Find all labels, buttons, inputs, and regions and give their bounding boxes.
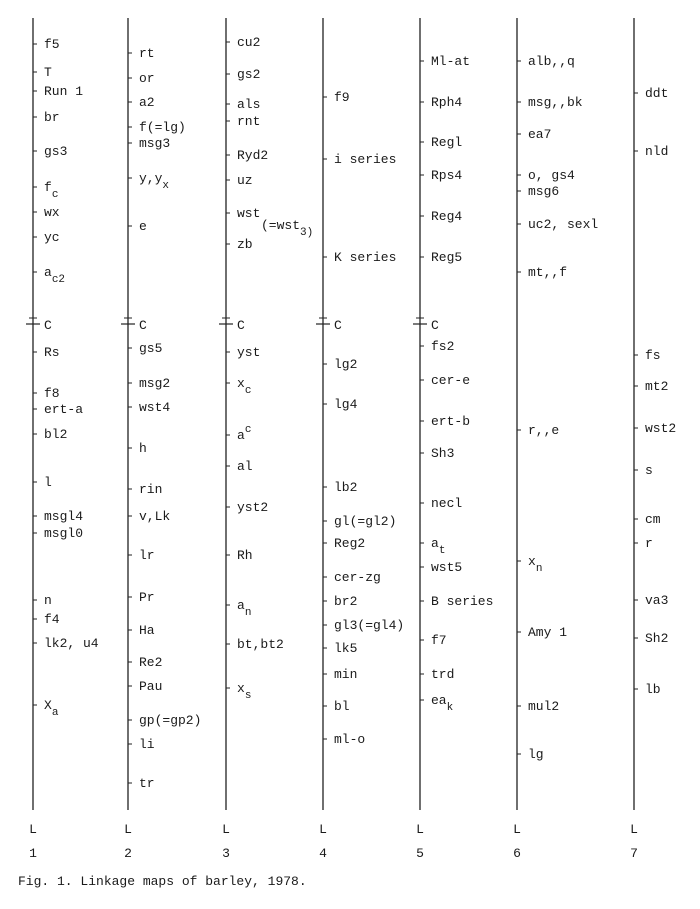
locus-label: l bbox=[44, 475, 52, 490]
locus-label: $x_c$ bbox=[237, 376, 252, 397]
locus-label: mt,,f bbox=[528, 265, 568, 280]
locus-label: lg2 bbox=[334, 357, 358, 372]
locus-label: Re2 bbox=[139, 655, 163, 670]
locus-label: als bbox=[237, 97, 261, 112]
locus-label: f7 bbox=[431, 633, 447, 648]
chromosome-end-label: L bbox=[29, 822, 37, 837]
locus-label: $a_t$ bbox=[431, 536, 446, 557]
locus-label: Ryd2 bbox=[237, 148, 269, 163]
locus-label: Sh3 bbox=[431, 446, 455, 461]
locus-label: msgl4 bbox=[44, 509, 84, 524]
chromosome-end-label: L bbox=[630, 822, 638, 837]
locus-label: $x_n$ bbox=[528, 554, 543, 575]
centromere-label: C bbox=[237, 318, 245, 333]
locus-superscript: c bbox=[244, 424, 252, 436]
locus-label: Reg5 bbox=[431, 250, 463, 265]
chromosome-4 bbox=[316, 18, 404, 861]
locus-label: Regl bbox=[431, 135, 463, 150]
locus-label: gs5 bbox=[139, 341, 163, 356]
locus-label: zb bbox=[237, 237, 253, 252]
chromosome-3 bbox=[219, 18, 313, 861]
locus-label: mt2 bbox=[645, 379, 669, 394]
locus-label: lg4 bbox=[334, 397, 358, 412]
locus-label: gs2 bbox=[237, 67, 261, 82]
locus-label: trd bbox=[431, 667, 455, 682]
locus-label: wst bbox=[237, 206, 261, 221]
locus-label: gs3 bbox=[44, 144, 68, 159]
locus-label: Pr bbox=[139, 590, 155, 605]
locus-label: $x_s$ bbox=[237, 681, 252, 702]
chromosome-number: 5 bbox=[416, 846, 424, 861]
locus-subscript: c2 bbox=[51, 274, 66, 286]
locus-label: wst4 bbox=[139, 400, 171, 415]
locus-label: Reg4 bbox=[431, 209, 463, 224]
chromosome-7 bbox=[630, 18, 676, 861]
locus-label: gp(=gp2) bbox=[139, 713, 202, 728]
locus-label: or bbox=[139, 71, 155, 86]
chromosome-5 bbox=[413, 18, 493, 861]
locus-label: a2 bbox=[139, 95, 155, 110]
locus-label: f8 bbox=[44, 386, 60, 401]
locus-label: msgl0 bbox=[44, 526, 84, 541]
chromosome-number: 7 bbox=[630, 846, 638, 861]
locus-label: msg3 bbox=[139, 136, 171, 151]
locus-label: necl bbox=[431, 496, 463, 511]
chromosome-end-label: L bbox=[124, 822, 132, 837]
chromosome-number: 3 bbox=[222, 846, 230, 861]
locus-label: msg6 bbox=[528, 184, 560, 199]
locus-label: f(=lg) bbox=[139, 120, 186, 135]
locus-label: Rph4 bbox=[431, 95, 463, 110]
locus-label: br2 bbox=[334, 594, 358, 609]
locus-label: f4 bbox=[44, 612, 60, 627]
chromosome-end-label: L bbox=[319, 822, 327, 837]
locus-label: bt,bt2 bbox=[237, 637, 284, 652]
locus-label: wst2 bbox=[645, 421, 677, 436]
locus-label: mul2 bbox=[528, 699, 560, 714]
locus-label: uz bbox=[237, 173, 253, 188]
locus-subscript: s bbox=[244, 690, 252, 702]
locus-label: v,Lk bbox=[139, 509, 171, 524]
locus-label: Ha bbox=[139, 623, 155, 638]
locus-subscript: a bbox=[51, 707, 59, 719]
locus-label: $f_c$ bbox=[44, 180, 59, 201]
locus-label: cu2 bbox=[237, 35, 261, 50]
locus-label: rin bbox=[139, 482, 163, 497]
locus-label: o, gs4 bbox=[528, 168, 575, 183]
locus-label: $a_{c2}$ bbox=[44, 265, 66, 286]
centromere-label: C bbox=[334, 318, 342, 333]
locus-label: lk2, u4 bbox=[44, 636, 99, 651]
locus-label: cer-e bbox=[431, 373, 471, 388]
locus-label: ert-b bbox=[431, 414, 471, 429]
locus-label: fs bbox=[645, 348, 661, 363]
locus-label: tr bbox=[139, 776, 155, 791]
locus-label: B series bbox=[431, 594, 494, 609]
centromere-label: C bbox=[44, 318, 52, 333]
locus-label: cer-zg bbox=[334, 570, 381, 585]
locus-label: h bbox=[139, 441, 147, 456]
locus-label: msg2 bbox=[139, 376, 171, 391]
chromosome-1 bbox=[26, 18, 99, 861]
chromosome-end-label: L bbox=[222, 822, 230, 837]
locus-label: fs2 bbox=[431, 339, 455, 354]
locus-label: uc2, sexl bbox=[528, 217, 599, 232]
locus-label: Reg2 bbox=[334, 536, 366, 551]
locus-label: lk5 bbox=[334, 641, 358, 656]
locus-subscript: c bbox=[244, 385, 252, 397]
locus-subscript: n bbox=[535, 563, 543, 575]
locus-label: Ml-at bbox=[431, 54, 471, 69]
locus-subscript: n bbox=[244, 607, 252, 619]
locus-label: ddt bbox=[645, 86, 669, 101]
locus-label: min bbox=[334, 667, 358, 682]
centromere-label: C bbox=[431, 318, 439, 333]
locus-label: br bbox=[44, 110, 60, 125]
locus-label: alb,,q bbox=[528, 54, 575, 69]
locus-label: lg bbox=[528, 747, 544, 762]
chromosome-2 bbox=[121, 18, 201, 861]
locus-label: cm bbox=[645, 512, 661, 527]
locus-label: K series bbox=[334, 250, 397, 265]
figure-caption: Fig. 1. Linkage maps of barley, 1978. bbox=[18, 874, 307, 889]
locus-label: f9 bbox=[334, 90, 350, 105]
chromosome-number: 4 bbox=[319, 846, 327, 861]
locus-label: n bbox=[44, 593, 52, 608]
locus-label: li bbox=[139, 737, 155, 752]
locus-label: lb bbox=[645, 682, 661, 697]
locus-label: al bbox=[237, 459, 253, 474]
locus-label: ea7 bbox=[528, 127, 552, 142]
locus-label: wst5 bbox=[431, 560, 463, 575]
chromosome-6 bbox=[513, 18, 598, 861]
chromosome-number: 2 bbox=[124, 846, 132, 861]
locus-label: va3 bbox=[645, 593, 669, 608]
locus-label: Amy 1 bbox=[528, 625, 568, 640]
locus-label: f5 bbox=[44, 37, 60, 52]
locus-label: T bbox=[44, 65, 52, 80]
locus-label: Sh2 bbox=[645, 631, 669, 646]
locus-label: gl3(=gl4) bbox=[334, 618, 405, 633]
chromosome-number: 6 bbox=[513, 846, 521, 861]
locus-subscript: 3) bbox=[300, 227, 314, 239]
locus-label: yc bbox=[44, 230, 60, 245]
locus-label: $a_n$ bbox=[237, 598, 252, 619]
locus-subscript: k bbox=[446, 702, 454, 714]
locus-label: msg,,bk bbox=[528, 95, 583, 110]
locus-label: lr bbox=[139, 548, 155, 563]
locus-label: Rps4 bbox=[431, 168, 463, 183]
chromosome-end-label: L bbox=[416, 822, 424, 837]
chromosome-number: 1 bbox=[29, 846, 37, 861]
locus-subscript: c bbox=[51, 189, 59, 201]
locus-label: rt bbox=[139, 46, 155, 61]
locus-label: r,,e bbox=[528, 423, 560, 438]
locus-label: r bbox=[645, 536, 653, 551]
locus-label: $a^c$ bbox=[237, 424, 252, 443]
locus-label: lb2 bbox=[334, 480, 358, 495]
locus-label: $ea_k$ bbox=[431, 693, 454, 714]
locus-label: (=wst$_{3)}$ bbox=[261, 218, 314, 239]
locus-label: wx bbox=[44, 205, 60, 220]
locus-subscript: x bbox=[162, 180, 170, 192]
locus-label: yst bbox=[237, 345, 261, 360]
locus-label: nld bbox=[645, 144, 669, 159]
locus-label: gl(=gl2) bbox=[334, 514, 397, 529]
locus-label: $X_a$ bbox=[44, 698, 59, 719]
locus-label: $y,y_x$ bbox=[139, 171, 170, 192]
locus-label: ert-a bbox=[44, 402, 84, 417]
locus-label: rnt bbox=[237, 114, 261, 129]
locus-label: Pau bbox=[139, 679, 163, 694]
locus-label: Rs bbox=[44, 345, 60, 360]
centromere-label: C bbox=[139, 318, 147, 333]
locus-label: Run 1 bbox=[44, 84, 84, 99]
locus-label: Rh bbox=[237, 548, 253, 563]
locus-label: s bbox=[645, 463, 653, 478]
locus-label: e bbox=[139, 219, 147, 234]
locus-subscript: t bbox=[438, 545, 446, 557]
locus-label: ml-o bbox=[334, 732, 366, 747]
locus-label: bl bbox=[334, 699, 350, 714]
locus-label: bl2 bbox=[44, 427, 68, 442]
chromosome-end-label: L bbox=[513, 822, 521, 837]
locus-label: yst2 bbox=[237, 500, 269, 515]
locus-label: i series bbox=[334, 152, 397, 167]
